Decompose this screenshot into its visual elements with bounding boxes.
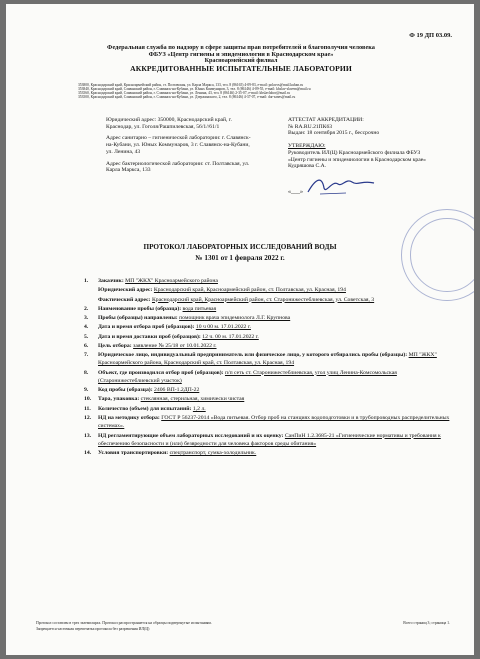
footer-note: Запрещается частичная перепечатка протокола без разрешения ИЛ(Ц) — [36, 626, 150, 631]
list-item: Юридический адрес: Краснодарский край, Красноармейский район, ст. Полтавская, ул. Красная, 194 — [98, 287, 346, 294]
branch-name: Красноармейский филиал — [204, 58, 278, 65]
document-header — [36, 44, 446, 73]
contact-line: 353500, Краснодарский край, Славянский район, г. Славянск-на-Кубани, ул. Дзержинского, 2, тел. 8 (86146) 4-37-07, e-mail: dar-sanes@mail.ru — [78, 95, 296, 100]
protocol-items — [84, 277, 454, 458]
form-code: Ф 19 ДП 03.09. — [409, 32, 452, 39]
legal-address: Юридический адрес: 350000, Краснодарский край, г. Краснодар, ул. Гоголя/Рашпилевская, 56/1//61/1 — [106, 117, 232, 130]
contact-line: 353560, Краснодарский край, Славянский район, г. Славянск-на-Кубани, ул. Ленина, 43, тел. 8 (86146) 2-35-07, e-mail: kbslavlabor@mail.ru — [78, 91, 290, 96]
list-item: 13. НД регламентирующие объем лабораторных исследований и их оценку: СанПиН 1.2.3685-21 «Гигиенические нормативы и требования к обеспечению безопасности и (или) безвредности для человека факторов среды обитания» — [84, 432, 441, 447]
list-item: 11. Количество (объем) для испытаний: 1,2 л. — [84, 405, 206, 412]
accreditation-number: № RA.RU.21ПК63 — [288, 123, 333, 130]
list-item: 12. НД на методику отбора: ГОСТ Р 56237-2014 «Вода питьевая. Отбор проб на станциях водоподготовки и в трубопроводных распределительных системах». — [84, 414, 450, 430]
list-item: 8. Объект, где производился отбор проб (образцов): п/п сеть ст. Старонижестеблиевская, угол улиц Ленина-Комсомольская (Старонижестеблиевский участок) — [84, 369, 397, 384]
bacteriological-lab-address: Адрес бактериологической лаборатории: ст. Полтавская, ул. Карла Маркса, 133 — [106, 160, 250, 174]
protocol-title: ПРОТОКОЛ ЛАБОРАТОРНЫХ ИССЛЕДОВАНИЙ ВОДЫ — [143, 243, 337, 251]
protocol-title-block — [6, 242, 474, 264]
date-quote: «___» — [288, 188, 303, 195]
page-count: Всего страниц 3; страница 1. — [403, 621, 450, 625]
list-item: 4. Дата и время отбора проб (образцов): 10 ч 00 м. 17.01.2022 г. — [84, 324, 251, 331]
document-page — [6, 4, 474, 655]
addresses-block — [106, 117, 256, 179]
list-item: 2. Наименование пробы (образца): вода питьевая — [84, 305, 217, 312]
accreditation-title: АТТЕСТАТ АККРЕДИТАЦИИ: — [288, 117, 364, 123]
footer-note: Протокол составлен в трех экземплярах. Протокол распространяется на образцы подвергнутые испытаниям. — [36, 621, 212, 625]
list-item: 14. Условия транспортировки: спецтранспорт, сумка-холодильник. — [84, 450, 257, 457]
signature-line — [288, 174, 438, 196]
signature-icon — [306, 174, 376, 196]
labs-title: АККРЕДИТОВАННЫЕ ИСПЫТАТЕЛЬНЫЕ ЛАБОРАТОРИИ — [130, 63, 352, 73]
sanitary-lab-address: Адрес санитарно – гигиенической лаборатории: г. Славянск-на-Кубани, ул. Юных Коммунаров, 3 г. Славянск-на-Кубани, ул. Ленина, 43 — [106, 135, 251, 155]
approval-text: Руководитель ИЛ(Ц) Красноармейского филиала ФБУЗ «Центр гигиены и эпидемиологии в Краснодарском крае» — [288, 149, 426, 163]
accreditation-block — [288, 117, 438, 196]
list-item: 7. Юридическое лицо, индивидуальный предприниматель или физическое лицо, у которого отбирались пробы (образцы): МП "ЖКХ" Красноармейского района, Краснодарский край, ст. Полтавская, ул. Красная, 194 — [84, 352, 437, 367]
list-item: Фактический адрес: Краснодарский край, Красноармейский район, ст. Старонижестеблиевская, ул. Советская, 3 — [98, 296, 375, 303]
list-item: 6. Цель отбора: заявление № 25/18 от 10.01.2022 г. — [84, 342, 217, 349]
list-item: 5. Дата и время доставки проб (образцов): 12 ч. 00 м. 17.01.2022 г. — [84, 333, 259, 340]
approver-name: Кудряшова С.А. — [288, 163, 327, 170]
protocol-number: № 1301 от 1 февраля 2022 г. — [195, 253, 285, 262]
approval-title: УТВЕРЖДАЮ: — [288, 143, 326, 150]
list-item: 9. Код пробы (образца): 2406 ВП-1.2ДП-22 — [84, 387, 200, 394]
list-item: 1. Заказчик: МП "ЖКХ" Красноармейского района — [84, 278, 218, 284]
page-footer — [36, 621, 450, 632]
list-item: 3. Пробы (образцы) направлены: помощник врача эпидемиолога Л.Г. Крупнова — [84, 315, 291, 322]
contacts-block — [78, 83, 398, 100]
list-item: 10. Тара, упаковка: стеклянная, стерильная, химически чистая — [84, 396, 245, 403]
accreditation-issued: Выдан: 18 сентября 2015 г., бессрочно — [288, 130, 380, 137]
contact-line: 353840, Краснодарский край, Славянский район, г. Славянск-на-Кубани, ул. Юных Коммунаров, 3, тел. 8 (86146) 4-09-55, e-mail: kbslav-slavem@mail.ru — [78, 87, 311, 92]
contact-line: 353800, Краснодарский край, Красноармейский район, ст. Полтавская, ул. Карла Маркса, 133, тел. 8 (86165) 4-09-83, e-mail: polavos@mail.kuban.ru — [78, 83, 304, 87]
center-name: ФБУЗ «Центр гигиены и эпидемиологии в Краснодарском крае» — [148, 51, 334, 59]
agency-name: Федеральная служба по надзору в сфере защиты прав потребителей и благополучия человека — [107, 44, 375, 51]
